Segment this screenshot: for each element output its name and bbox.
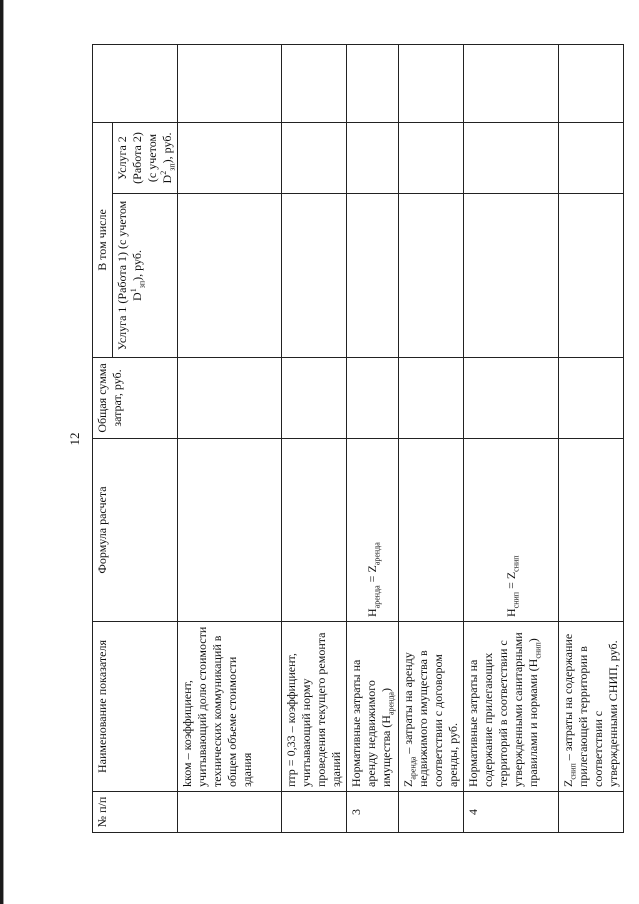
table-row	[399, 45, 464, 833]
row4-name: Нормативные затраты на содержание прилегающих территорий в соответствии с утвержденными санитарными правилами и нормами $(H_{снип})$	[464, 622, 559, 792]
table-row	[178, 45, 282, 833]
header-total: Общая сумма затрат, руб.	[93, 358, 178, 439]
row3-formula: $H_{аренда} = Z_{аренда}$	[347, 439, 399, 622]
header-empty	[93, 45, 178, 123]
scan-edge-shadow	[3, 0, 4, 904]
table-row	[347, 45, 399, 833]
row4-num: 4	[464, 792, 559, 833]
header-name: Наименование показателя	[93, 622, 178, 792]
row-kkom-name: kком – коэффициент, учитывающий долю стоимости технических коммуникаций в общем объеме стоимости здания	[178, 622, 282, 792]
table-row	[464, 45, 559, 833]
row3b-desc: $Z_{аренда}$ – затраты на аренду недвижимого имущества в соответствии с договором аренды, руб.	[399, 622, 464, 792]
header-num: № п/п	[93, 792, 178, 833]
header-formula: Формула расчета	[93, 439, 178, 622]
rotated-page	[57, 45, 620, 833]
row4-formula: $H_{снип} = Z_{снип}$	[464, 439, 559, 622]
table-row	[559, 45, 624, 833]
header-service1: Услуга 1 (Работа 1) (с учетом $D^1_{зп}$), руб.	[113, 194, 178, 358]
table-row	[282, 45, 347, 833]
cost-table	[92, 44, 624, 833]
row3-name: Нормативные затраты на аренду недвижимого имущества $(H_{аренда})$	[347, 622, 399, 792]
header-including: В том числе	[93, 123, 113, 358]
page-number: 12	[67, 432, 82, 446]
row4b-desc: $Z_{снип}$ – затраты на содержание прилегающей территории в соответствии с утвержденными СНИП, руб.	[559, 622, 624, 792]
header-service2: Услуга 2 (Работа 2) (с учетом $D^2_{зп}$), руб.	[113, 123, 178, 194]
row-ptr-name: птр = 0,33 – коэффициент, учитывающий норму проведения текущего ремонта зданий	[282, 622, 347, 792]
row3-num: 3	[347, 792, 399, 833]
header-row	[93, 45, 113, 833]
